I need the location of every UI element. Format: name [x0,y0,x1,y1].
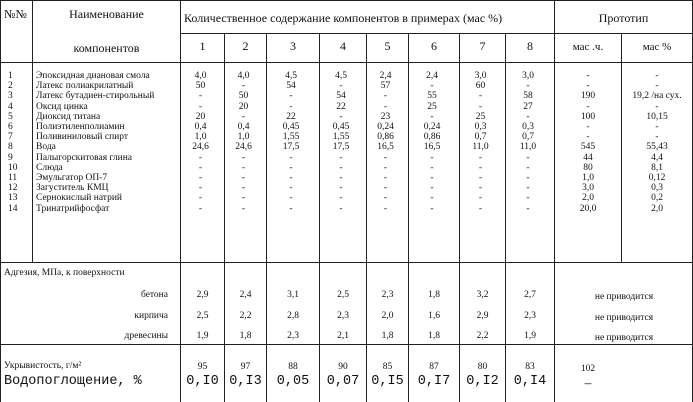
component-value: - [241,204,246,214]
example-number-2: 2 [242,39,249,53]
adhesion-value: 1,9 [196,331,209,341]
component-value: - [430,153,434,163]
component-value: 0,3 [522,122,534,132]
header-proto-col1: мас .ч. [572,41,604,53]
header-name-line1: Наименование [69,7,144,21]
component-value: 25 [475,112,486,122]
adhesion-value: 2,0 [381,311,394,321]
prototype-mass-parts: - [586,122,590,132]
header-proto-col2: мас % [642,41,672,53]
hiding-value: 95 [197,362,208,372]
prototype-mass-parts: 100 [580,112,596,122]
header-name-line2: компонентов [73,41,140,55]
component-value: 60 [475,81,486,91]
component-name: Латекс полиакрилатный [36,81,134,91]
prototype-mass-percent: 2,0 [651,204,663,214]
component-value: 2,4 [426,71,438,81]
component-number: 9 [8,153,13,163]
component-value: 0,86 [423,132,441,142]
component-number: 12 [8,183,18,193]
component-value: - [289,102,293,112]
component-value: - [383,193,388,203]
component-value: - [339,183,343,193]
prototype-mass-percent: - [655,132,659,142]
component-value: - [383,183,388,193]
example-number-3: 3 [290,39,296,53]
component-value: - [339,204,343,214]
component-value: 1,55 [282,132,300,142]
component-value: 16,5 [377,142,394,152]
component-value: 0,4 [237,122,250,132]
water-label: Водопоглощение, % [4,374,142,389]
adhesion-value: 2,3 [524,311,536,321]
component-value: 0,24 [423,122,441,132]
component-value: 4,5 [335,71,347,81]
example-number-4: 4 [340,39,346,53]
adhesion-value: 1,8 [381,331,394,341]
water-prototype: – [584,375,592,390]
water-value: 0,I7 [417,374,451,389]
vline-ex6 [408,33,409,402]
component-value: - [339,173,343,183]
adhesion-prototype: не приводится [594,313,654,323]
component-value: 17,5 [282,142,300,152]
component-name: Слюда [36,163,63,173]
component-value: 0,3 [474,122,487,132]
rule-adhesion-bottom [0,344,693,345]
vline-ex5 [366,33,367,402]
vline-prototype [554,0,555,402]
component-value: - [339,153,343,163]
component-value: - [430,183,434,193]
component-value: - [478,193,483,203]
component-value: 3,0 [474,71,487,81]
hiding-value: 80 [477,362,488,372]
component-value: - [430,112,434,122]
component-number: 6 [8,122,13,132]
vline-ex7 [459,33,460,402]
component-value: - [526,173,530,183]
adhesion-value: 1,8 [428,331,440,341]
component-value: - [478,153,483,163]
component-name: Сернокислый натрий [36,193,122,203]
component-value: - [198,91,203,101]
adhesion-surface: бетона [140,290,168,300]
component-value: - [241,183,246,193]
vline-ex8 [505,33,506,402]
component-value: 25 [427,102,437,112]
water-value: 0,I3 [229,374,262,389]
component-value: - [526,204,530,214]
component-value: - [526,112,530,122]
component-value: - [430,193,434,203]
component-value: - [383,91,388,101]
component-value: - [383,102,388,112]
component-value: - [383,163,388,173]
component-number: 1 [8,71,13,81]
hiding-value: 87 [429,362,439,372]
header-number: №№ [4,7,27,21]
example-number-8: 8 [527,39,533,53]
component-value: - [241,193,246,203]
hiding-value: 97 [240,362,251,372]
prototype-mass-percent: 0,2 [651,193,663,203]
prototype-mass-percent: 0,12 [648,173,666,183]
example-number-1: 1 [199,39,206,53]
component-number: 4 [8,102,13,112]
prototype-mass-percent: - [655,122,659,132]
component-value: 0,4 [194,122,207,132]
prototype-mass-percent: - [655,71,659,81]
component-value: - [198,153,203,163]
prototype-mass-parts: - [586,132,590,142]
vline-ex2 [224,33,225,402]
prototype-mass-percent: 8,1 [651,163,663,173]
component-value: 3,0 [522,71,534,81]
component-value: - [241,173,246,183]
example-number-7: 7 [479,39,486,53]
rule-header-mid [180,33,693,34]
component-value: 0,24 [377,122,394,132]
prototype-mass-percent: - [655,102,659,112]
component-value: - [289,204,293,214]
component-value: 50 [195,81,206,91]
component-value: - [383,204,388,214]
component-value: 57 [380,81,391,91]
component-value: 55 [427,91,437,101]
component-number: 14 [8,204,18,214]
component-value: - [198,102,203,112]
water-value: 0,I0 [186,374,219,389]
adhesion-value: 2,4 [239,290,252,300]
component-number: 3 [8,91,13,101]
hiding-prototype: 102 [580,364,596,374]
rule-top [0,0,693,1]
adhesion-value: 1,9 [524,331,536,341]
component-value: - [339,112,343,122]
component-value: 27 [523,102,533,112]
component-name: Диоксид титана [36,112,101,122]
component-value: - [383,153,388,163]
component-name: Вода [36,142,56,152]
component-value: - [289,183,293,193]
adhesion-value: 2,9 [196,290,209,300]
component-value: - [289,91,293,101]
hiding-value: 83 [525,362,535,372]
component-value: - [526,81,530,91]
component-name: Тринатрийфосфат [36,204,110,214]
vline-left [0,0,1,402]
hiding-label: Укрывистость, г/м² [4,361,82,371]
adhesion-value: 2,8 [287,311,299,321]
component-value: 4,0 [194,71,207,81]
prototype-mass-percent: 55,43 [646,142,668,152]
component-value: 17,5 [332,142,350,152]
prototype-mass-parts: 44 [583,153,593,163]
vline-ex3 [266,33,267,402]
component-value: - [430,173,434,183]
component-value: - [198,193,203,203]
prototype-mass-parts: 3,0 [582,183,594,193]
component-value: - [526,153,530,163]
component-value: - [198,204,203,214]
component-value: 20 [195,112,206,122]
component-number: 5 [8,112,13,122]
component-value: 1,0 [194,132,207,142]
prototype-mass-parts: - [586,102,590,112]
component-value: 54 [336,91,346,101]
adhesion-value: 3,1 [287,290,299,300]
prototype-mass-parts: - [586,81,590,91]
prototype-mass-percent: 0,3 [651,183,663,193]
prototype-mass-parts: 190 [580,91,596,101]
component-name: Эпоксидная диановая смола [36,71,150,81]
vline-name-col [180,0,181,402]
adhesion-surface: кирпича [134,311,168,321]
adhesion-value: 1,6 [428,311,440,321]
component-value: 11,0 [472,142,489,152]
adhesion-value: 2,3 [337,311,349,321]
component-value: 1,0 [237,132,250,142]
component-name: Поливиниловый спирт [36,132,129,142]
component-value: 23 [380,112,391,122]
component-value: - [289,193,293,203]
component-value: - [289,173,293,183]
component-value: - [289,153,293,163]
component-value: - [383,173,388,183]
example-number-5: 5 [384,39,391,53]
component-name: Загуститель КМЦ [36,183,109,193]
adhesion-value: 2,7 [524,290,536,300]
adhesion-value: 3,2 [476,290,489,300]
component-name: Палыгорскитовая глина [36,153,132,163]
component-value: - [478,173,483,183]
component-value: - [198,173,203,183]
water-value: 0,I4 [513,374,547,389]
component-value: 50 [238,91,249,101]
prototype-mass-parts: 2,0 [582,193,594,203]
component-value: - [339,163,343,173]
adhesion-value: 2,2 [239,311,252,321]
component-value: 0,45 [282,122,300,132]
vline-number-col [32,0,33,262]
adhesion-value: 2,3 [381,290,394,300]
rule-header-bottom [0,62,693,63]
rule-components-bottom [0,262,693,263]
component-value: 0,7 [474,132,487,142]
adhesion-title: Адгезия, МПа, к поверхности [4,268,125,278]
component-value: 20 [238,102,249,112]
adhesion-value: 1,8 [428,290,440,300]
adhesion-prototype: не приводится [594,292,654,302]
prototype-mass-percent: 4,4 [651,153,663,163]
component-value: 16,5 [423,142,441,152]
example-number-6: 6 [431,39,437,53]
adhesion-value: 2,2 [476,331,489,341]
adhesion-value: 2,5 [196,311,209,321]
adhesion-value: 2,3 [287,331,299,341]
component-value: 0,86 [377,132,394,142]
adhesion-value: 2,1 [337,331,349,341]
adhesion-surface: древесины [124,331,168,341]
component-value: 11,0 [519,142,537,152]
prototype-mass-percent: 10,15 [646,112,668,122]
water-value: 0,05 [276,374,310,389]
component-number: 7 [8,132,13,142]
prototype-mass-parts: 1,0 [582,173,594,183]
component-value: 54 [286,81,296,91]
component-value: - [430,163,434,173]
header-prototype-title: Прототип [598,11,649,25]
component-number: 2 [8,81,13,91]
prototype-mass-percent: 19,2 /на сух. [632,91,682,101]
component-value: 1,55 [332,132,350,142]
vline-proto-split [621,33,622,262]
component-value: 4,5 [285,71,297,81]
water-value: 0,I2 [466,374,499,389]
component-number: 11 [8,173,18,183]
component-value: 0,45 [332,122,350,132]
prototype-mass-parts: - [586,71,590,81]
component-value: - [198,183,203,193]
hiding-value: 85 [382,362,393,372]
component-number: 8 [8,142,13,152]
prototype-mass-parts: 545 [580,142,596,152]
component-value: 58 [523,91,533,101]
component-number: 13 [8,193,18,203]
component-value: - [478,91,483,101]
component-value: - [198,163,203,173]
component-value: - [478,163,483,173]
prototype-mass-parts: 80 [583,163,593,173]
component-value: - [339,193,343,203]
component-value: 0,7 [522,132,534,142]
component-value: - [478,204,483,214]
adhesion-value: 1,8 [239,331,252,341]
component-value: 24,6 [192,142,209,152]
component-value: - [526,183,530,193]
component-value: - [430,81,434,91]
component-name: Полиэтиленполиамин [36,122,125,132]
component-value: - [241,81,246,91]
component-value: - [339,81,343,91]
component-name: Оксид цинка [36,102,88,112]
component-value: - [526,163,530,173]
component-value: 24,6 [235,142,252,152]
vline-ex4 [319,33,320,402]
prototype-mass-parts: 20,0 [579,204,597,214]
component-name: Латекс бутадиен-стирольный [36,91,155,101]
component-value: - [526,193,530,203]
component-value: - [241,112,246,122]
adhesion-prototype: не приводится [594,333,654,343]
component-value: - [289,163,293,173]
component-value: - [478,102,483,112]
hiding-value: 88 [288,362,298,372]
header-examples-title: Количественное содержание компонентов в примерах (мас %) [184,11,503,25]
component-value: - [478,183,483,193]
component-value: 22 [286,112,296,122]
component-value: 2,4 [379,71,392,81]
component-name: Эмульгатор ОП-7 [36,173,108,183]
component-value: - [430,204,434,214]
hiding-value: 90 [338,362,348,372]
component-value: 4,0 [237,71,250,81]
component-value: - [241,163,246,173]
prototype-mass-percent: - [655,81,659,91]
component-number: 10 [8,163,18,173]
water-value: 0,07 [326,374,360,389]
adhesion-value: 2,9 [476,311,489,321]
adhesion-value: 2,5 [337,290,349,300]
component-value: - [241,153,246,163]
component-value: 22 [336,102,346,112]
water-value: 0,I5 [371,374,404,389]
